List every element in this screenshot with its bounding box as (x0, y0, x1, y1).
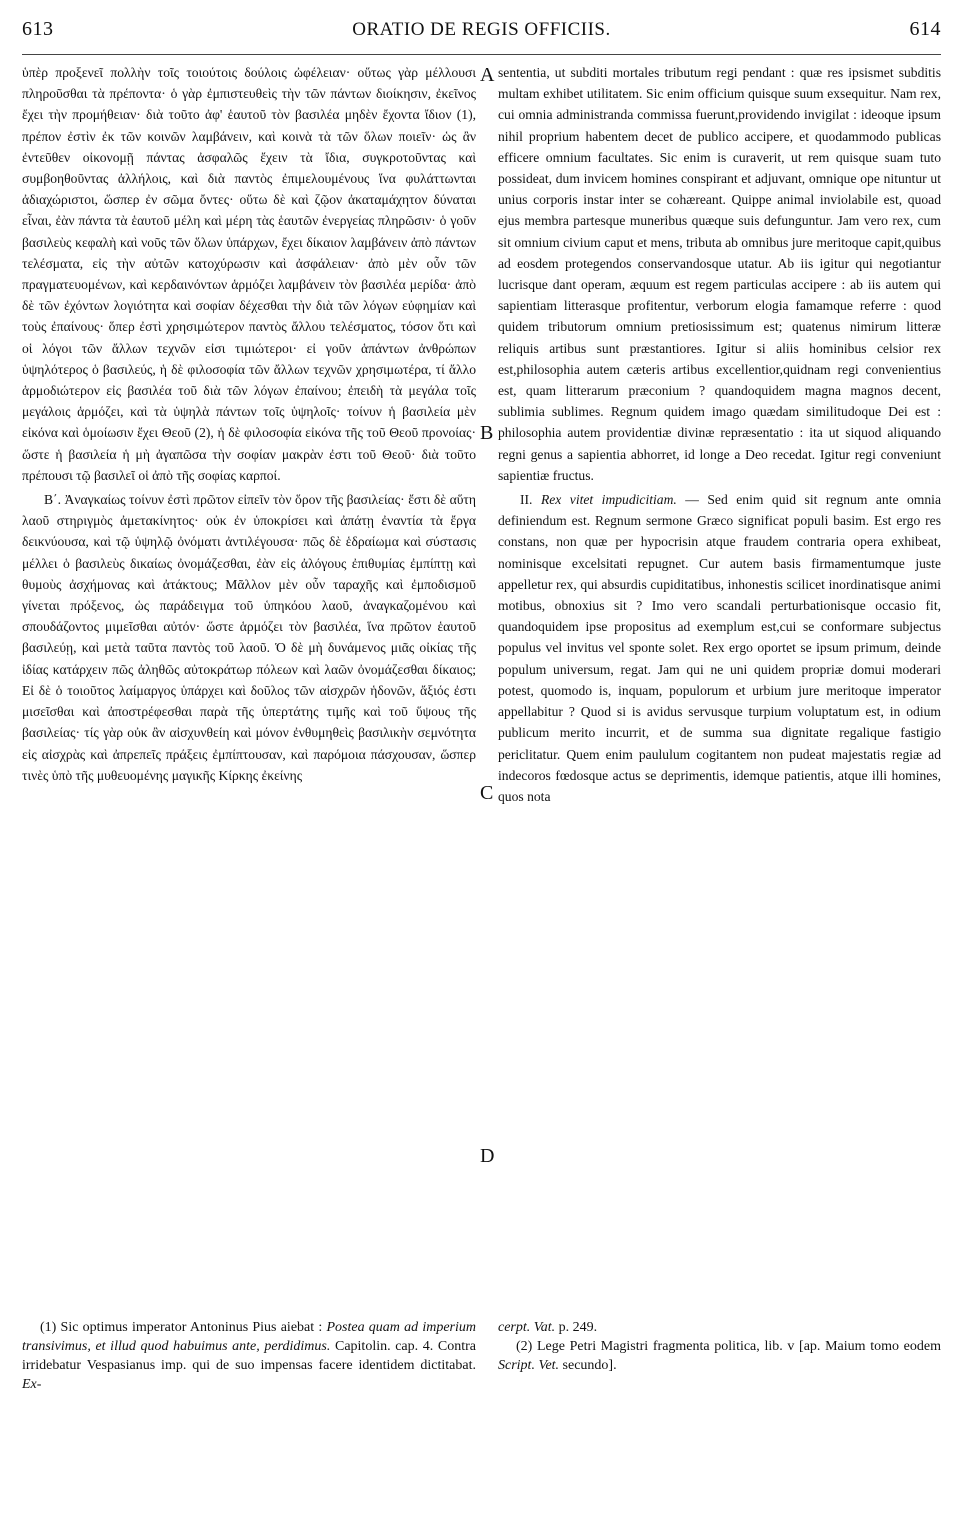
latin-paragraph-2-body: — Sed enim quid sit regnum ante omnia definiendum est. Regnum sermone Græco significat populi basim. Est ergo res constans, non quæ per hypocrisin atque fraudem contraria opera exhibeat, nominisque excelsitati repugnet. Cur autem basis firmamentumque juste appelletur rex, qui absurdis cupiditatibus, inhonestis scilicet inordinatisque animi motibus, obnoxius sit ? Imo vero scandali perturbationisque occasio fit, quandoquidem ipse propositus ad exemplum est,cui se conformare subjectus populus vel invitus vel sponte solet. Rex ergo oportet se ipsum primum, deinde populum universum, regat. Jam qui ne uni quidem propriæ domui moderari potest, quomodo is, inquam, populorum et urbium jure meritoque imperator appellabitur ? Quod si is avidus servusque turpium voluptatum est, in odium publicum merito incurrit, et de summa sua dignitate regalique fastigio periclitatur. Quem enim paululum cogitantem non pudeat majestatis regiæ ad indecoros fœdosque actus se deprimentis, idemque patientis, atque illi homines, quos nota (498, 492, 941, 804)
running-title: ORATIO DE REGIS OFFICIIS. (352, 19, 611, 40)
footnote-1-cont-title: cerpt. Vat. (498, 1320, 556, 1335)
header-rule (22, 54, 941, 55)
section-marker-d: D (480, 1145, 495, 1167)
footnote-1-text: (1) Sic optimus imperator Antoninus Pius aiebat : (40, 1320, 323, 1335)
footnote-1-continuation (498, 1318, 941, 1337)
latin-section-title: Rex vitet impudicitiam. (540, 492, 677, 508)
greek-paragraph-2: Β΄. Ἀναγκαίως τοίνυν ἐστὶ πρῶτον εἰπεῖν τὸν ὅρον τῆς βασιλείας· ἔστι δὲ αὕτη λαοῦ στηριγμὸς ἀμετακίνητος· οὐκ ἐν ὑποκρίσει καὶ ἀπάτῃ ἐναντία τὰ ἔργα δεικνύουσα, καὶ τῷ ὑψηλῷ ὀνόματι ἀντιλέγουσα· πῶς δὲ ἑδραίωμα καὶ σύστασις μέλλει ὁ βασιλεὺς δικαίως ὀνομάζεσθαι, ἐὰν εἰς ἀλόγους ἐπιθυμίας ἐμπίπτῃ καὶ θυμοὺς ἀσχήμονας καὶ ἀτάκτους; Μᾶλλον μὲν οὖν ταραχῆς καὶ ἐμποδισμοῦ γίνεται πρόξενος, ὡς παράδειγμα τοῦ ὑπηκόου λαοῦ, ἀναγκαζομένου καὶ σπουδάζοντος μιμεῖσθαι αὐτόν· ὥστε ἁρμόζει τὸν βασιλέα, ἵνα πρῶτον ἑαυτοῦ βασιλεύῃ, καὶ μετὰ ταῦτα παντὸς τοῦ λαοῦ. Ὁ δὲ μὴ δυνάμενος μιᾶς οἰκίας τῆς ἰδίας κατάρχειν πῶς ἀληθῶς αὐτοκράτωρ πόλεων καὶ λαῶν ὀνομάζεσθαι δίκαιος; Εἰ δὲ ὁ τοιοῦτος λαίμαργος ὑπάρχει καὶ δοῦλος τῶν αἰσχρῶν ἡδονῶν, ἄξιός ἐστι μισεῖσθαι καὶ ἀποστρέφεσθαι παρὰ τῆς ὑπερτάτης τιμῆς καὶ τοῦ ὕψους τῆς βασιλείας· τίς γὰρ οὐκ ἂν αἰσχυνθείη καὶ μόνον ἐνθυμηθεὶς βασιλικὴν σεμνότητα εἰς αἰσχρὰς καὶ ἀπρεπεῖς πράξεις ἐμπίπτουσαν, καὶ παρόμοια πάσχουσαν, ὥσπερ τινὲς ὑπὸ τῆς μυθευομένης μαγικῆς Κίρκης ἐκείνης (22, 492, 476, 783)
latin-paragraph-1: sententia, ut subditi mortales tributum regi pendant : quæ res ipsismet subditis multam exhibet utilitatem. Sic enim officium quisque suum exsequitur. Nam rex, cui omnia administranda commissa fuerunt,providendo invigilat : ideoque ipsum nihil proprium habentem decet de publico accipere, et quodammodo publicas efficere omnium facultates. Sic enim is curaverit, ut rem quisque suam tuto possideat, dum invicem homines conspirant et adjuvant, omnique ope nituntur ut unius corporis instar inter se cohæreant. Quippe animal inviolabile est, quoad ejus membra partesque muneribus quæque suis defunguntur. Jam vero rex, cum sit omnium civium caput et mens, tributa ab omnibus jure meritoque capit,quibus ad eosdem protegendos conservandosque utatur. Ab iis igitur qui negotiantur lucrisque dant operam, æquum est regem particulas accipere : ab iis autem qui sapientiam litterasque profitentur, verborum elogia famamque referre : quod quidem tributorum omnium pretiosissimum est; quatenus nimirum litteræ reliquis artibus sunt præstantiores. Igitur si aliis hominibus celsior rex est,philosophia autem cæteris artibus excellentior,quidnam regi convenientius est, quam litterarum præconium ? quandoquidem magna magnos decent, sublimia sublimes. Regnum quidem imago quædam similitudoque Dei est : philosophia autem providentiæ divinæ repræsentatio : ita ut siquod aliquando regni genus a sapientia abhorret, id longe a Deo recedat. Igitur regi conveniunt sapientiæ fructus. (498, 65, 941, 483)
section-marker-a: A (480, 64, 495, 86)
footnote-1-source: Capitolin. cap. 4. Contra irridebatur Vespasianus imp. qui de suo impensas facere identidem dictitabat. (22, 1339, 476, 1373)
footnote-2-end: secundo]. (562, 1358, 617, 1373)
latin-section-number: II. (520, 492, 533, 508)
footnote-2-title: Script. Vet. (498, 1358, 560, 1373)
greek-paragraph-1: ὑπὲρ προξενεῖ πολλὴν τοῖς τοιούτοις δούλοις ὠφέλειαν· οὕτως γὰρ μέλλουσι πληροῦσθαι τὰ πρέποντα· ὁ γὰρ ἐμπιστευθεὶς τὴν τῶν πάντων διοίκησιν, ἐκεῖνος ἔχει τὴν προμήθειαν· διὰ τοῦτο ἀφ' ἑαυτοῦ τὸν βασιλέα μηδὲν ἔχοντα ἴδιον (1), πρέπον ἐστὶν ἐκ τῶν κοινῶν λαμβάνειν, καὶ κοινὰ τὰ τῶν ὅλων ποιεῖν· ὡς ἂν ἐντεῦθεν οἰκονομῇ πάντας ἀσφαλῶς ἔχειν τὰ ἴδια, συγκροτοῦντας καὶ συμβοηθοῦντας ἀλλήλοις, καὶ διὰ παντὸς ἐπιμελουμένους ἵνα φυλάττωνται ἀδιαχώριστοι, ὥσπερ ἐν σῶμα ὄντες· οὕτω δὲ καὶ ζῷον ἀκαταμάχητον δύναται εἶναι, ἐὰν πάντα τὰ ἑαυτοῦ μέλη καὶ μέρη τὰς ἑαυτῶν ἐνεργείας πληρῶσιν· ὁ γοῦν βασιλεὺς κεφαλὴ καὶ νοῦς τῶν ὅλων ὑπάρχων, ἔχει δίκαιον λαμβάνειν ἀπὸ πάντων τελέσματα, εἰς τὴν αὐτῶν κατοχύρωσιν καὶ ἀσφάλειαν· ἀπὸ μὲν οὖν τῶν πραγματευομένων, καὶ κερδαινόντων ἁρμόζει λαμβάνειν τὸν βασιλέα μερίδα· ἀπὸ δὲ τῶν ἐχόντων λογιότητα καὶ σοφίαν δέχεσθαι τὴν διὰ τῶν λόγων εὐφημίαν καὶ τοὺς ἐπαίνους· ὅπερ ἐστὶ χρησιμώτερον παντὸς ἄλλου τελέσματος, τόσον ὅτι καὶ οἱ λόγοι τῶν ἄλλων τεχνῶν εἰσι τιμιώτεροι· εἰ γοῦν ἁπάντων ἀνθρώπων ὑψηλότερος ὁ βασιλεύς, ἡ δὲ φιλοσοφία τῶν ἄλλων τεχνῶν χρησιμωτέρα, τί ἄλλο ἁρμοδιώτερον εἰς βασιλέα τοῦ διὰ τῶν λόγων ἐπαίνου; ἐπειδὴ τὰ μεγάλα τοῖς μεγάλοις ἁρμόζει, καὶ τὰ ὑψηλὰ πάντων τοῖς ὑψηλοῖς· τοίνυν ἡ βασιλεία μὲν εἰκόνα καὶ ὁμοίωσιν ἔχει Θεοῦ (2), ἡ δὲ φιλοσοφία εἰκόνα τῆς τοῦ Θεοῦ προνοίας· ὥστε ἡ βασιλεία ἡ μὴ ἀγαπῶσα τὴν σοφίαν μακρὰν ἐστι τοῦ Θεοῦ· διὰ τοῦτο πρέπουσι τῷ βασιλεῖ οἱ ἀπὸ τῆς σοφίας καρποί. (22, 65, 476, 483)
footnote-2 (498, 1337, 941, 1375)
footnote-1-quote: Postea quam ad imperium transivimus, et illud quod habuimus ante, perdidimus. (22, 1320, 476, 1354)
footnote-1 (22, 1318, 476, 1394)
page-number-right: 614 (909, 18, 941, 40)
latin-column (498, 62, 941, 1300)
section-marker-c: C (480, 782, 494, 804)
page-number-left: 613 (22, 18, 54, 40)
footnotes-left (22, 1318, 476, 1394)
footnote-1-cont-page: p. 249. (558, 1320, 598, 1335)
running-header (22, 18, 941, 48)
greek-column (22, 62, 476, 1300)
latin-paragraph-2 (498, 489, 941, 807)
footnote-1-continued: Ex- (22, 1377, 42, 1392)
footnotes-right (498, 1318, 941, 1375)
section-marker-b: B (480, 422, 494, 444)
footnote-2-text: (2) Lege Petri Magistri fragmenta politica, lib. v [ap. Maium tomo eodem (516, 1339, 941, 1354)
